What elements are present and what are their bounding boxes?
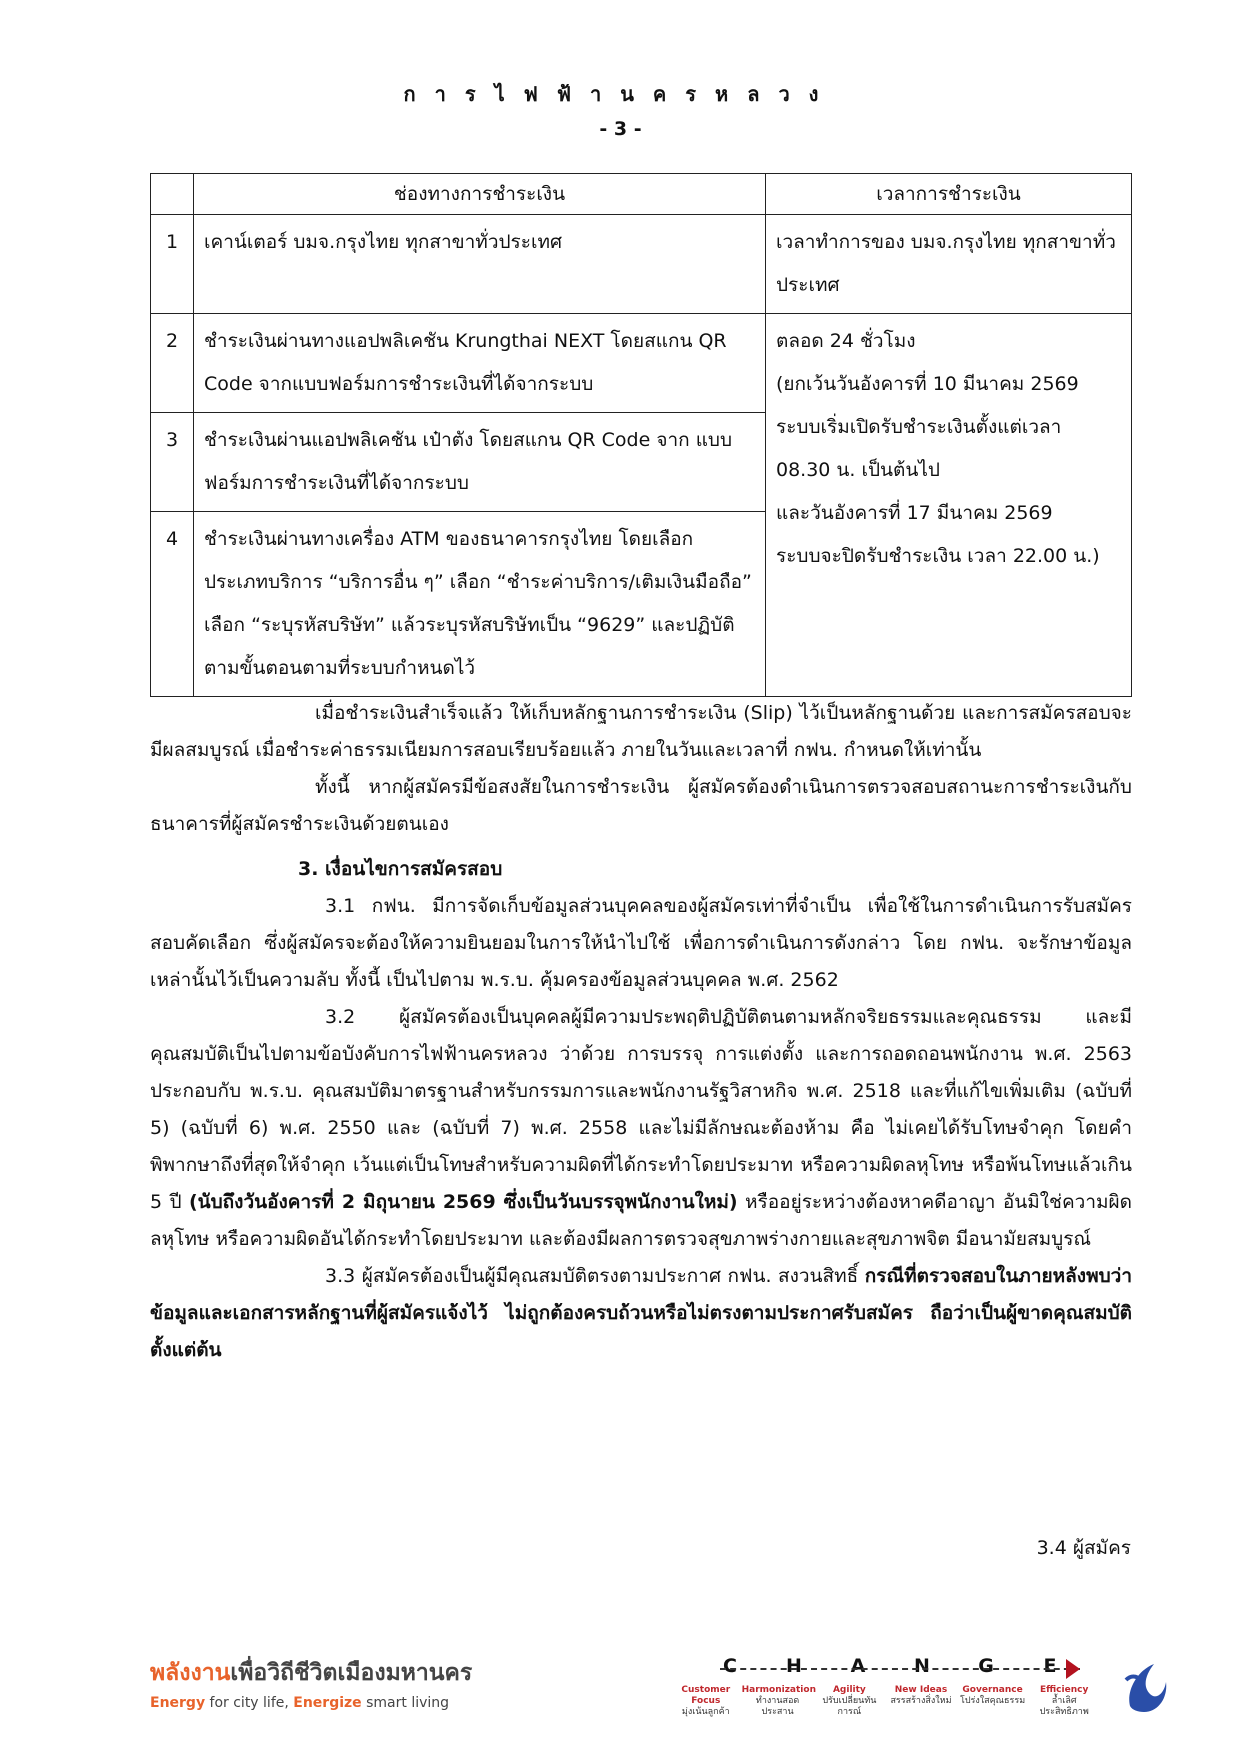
change-letter: E <box>1043 1655 1057 1677</box>
paragraph-3-3-text: 3.3 ผู้สมัครต้องเป็นผู้มีคุณสมบัติตรงตามประกาศ กฟน. สงวนสิทธิ์ <box>325 1265 865 1287</box>
paragraph-3-3-bold: กรณีที่ตรวจสอบในภายหลังพบว่าข้อมูลและเอกสารหลักฐานที่ผู้สมัครแจ้งไว้ ไม่ถูกต้องครบถ้วนหรือไม่ตรงตามประกาศรับสมัคร ถือว่าเป็นผู้ขาดคุณสมบัติตั้งแต่ต้น <box>150 1265 1132 1361</box>
value-th: มุ่งเน้นลูกค้า <box>681 1707 730 1717</box>
paragraph-slip: เมื่อชำระเงินสำเร็จแล้ว ให้เก็บหลักฐานการชำระเงิน (Slip) ไว้เป็นหลักฐานด้วย และการสมัครสอบจะมีผลสมบูรณ์ เมื่อชำระค่าธรรมเนียมการสอบเรียบร้อยแล้ว ภายในวันและเวลาที่ กฟน. กำหนดให้เท่านั้น <box>150 702 1132 761</box>
change-letters <box>670 1655 1070 1677</box>
payment-channels-table <box>150 173 1132 697</box>
column-header-number <box>151 174 194 215</box>
change-letter: A <box>850 1655 866 1677</box>
value-en: Harmonization <box>741 1685 816 1695</box>
value-th: ล้ำเลิศประสิทธิภาพ <box>1039 1696 1089 1717</box>
organization-header: การไฟฟ้านครหลวง <box>403 82 838 106</box>
change-arrow-icon <box>1066 1659 1080 1679</box>
time-line: ตลอด 24 ชั่วโมง <box>776 330 916 352</box>
slogan-en-text-end: smart living <box>361 1695 450 1711</box>
continuation-marker: 3.4 ผู้สมัคร <box>1036 1537 1131 1559</box>
change-value <box>742 1685 814 1718</box>
value-en: Customer Focus <box>681 1685 731 1706</box>
mea-logo-icon <box>1120 1660 1170 1716</box>
change-value <box>814 1685 886 1718</box>
paragraph-inquiry: ทั้งนี้ หากผู้สมัครมีข้อสงสัยในการชำระเงิน ผู้สมัครต้องดำเนินการตรวจสอบสถานะการชำระเงินกับธนาคารที่ผู้สมัครชำระเงินด้วยตนเอง <box>150 776 1132 835</box>
page-number: - 3 - <box>599 118 642 140</box>
column-header-time: เวลาการชำระเงิน <box>766 174 1132 215</box>
slogan-en-energize: Energize <box>293 1695 362 1711</box>
change-dashed-line <box>720 1668 1080 1670</box>
value-th: โปร่งใสคุณธรรม <box>960 1696 1026 1706</box>
paragraph-3-2-bold: (นับถึงวันอังคารที่ 2 มิถุนายน 2569 ซึ่งเป็นวันบรรจุพนักงานใหม่) <box>188 1191 738 1213</box>
row-number: 1 <box>151 215 194 314</box>
payment-channel: ชำระเงินผ่านแอปพลิเคชัน เป๋าตัง โดยสแกน QR Code จาก แบบฟอร์มการชำระเงินที่ได้จากระบบ <box>194 413 766 512</box>
change-value <box>957 1685 1029 1718</box>
payment-channel: เคาน์เตอร์ บมจ.กรุงไทย ทุกสาขาทั่วประเทศ <box>194 215 766 314</box>
change-value <box>885 1685 957 1718</box>
time-line: (ยกเว้นวันอังคารที่ 10 มีนาคม 2569 <box>776 373 1079 395</box>
change-values-banner <box>670 1655 1110 1735</box>
change-value <box>670 1685 742 1718</box>
column-header-channel: ช่องทางการชำระเงิน <box>194 174 766 215</box>
table-row <box>151 215 1132 314</box>
time-line: ระบบเริ่มเปิดรับชำระเงินตั้งแต่เวลา <box>776 416 1062 438</box>
row-number: 4 <box>151 512 194 697</box>
change-letter: H <box>786 1655 802 1677</box>
payment-channel: ชำระเงินผ่านทางแอปพลิเคชัน Krungthai NEXT โดยสแกน QR Code จากแบบฟอร์มการชำระเงินที่ได้จากระบบ <box>194 314 766 413</box>
change-letter: N <box>914 1655 930 1677</box>
value-th: ทำงานสอดประสาน <box>755 1696 800 1717</box>
value-en: New Ideas <box>894 1685 948 1695</box>
value-th: ปรับเปลี่ยนทันการณ์ <box>822 1696 877 1717</box>
body-text <box>150 695 1132 1369</box>
paragraph-3-2-text: 3.2 ผู้สมัครต้องเป็นบุคคลผู้มีความประพฤติปฏิบัติตนตามหลักจริยธรรมและคุณธรรม และมีคุณสมบัติเป็นไปตามข้อบังคับการไฟฟ้านครหลวง ว่าด้วย การบรรจุ การแต่งตั้ง และการถอดถอนพนักงาน พ.ศ. 2563 ประกอบกับ พ.ร.บ. คุณสมบัติมาตรฐานสำหรับกรรมการและพนักงานรัฐวิสาหกิจ พ.ศ. 2518 และที่แก้ไขเพิ่มเติม (ฉบับที่ 5) (ฉบับที่ 6) พ.ศ. 2550 และ (ฉบับที่ 7) พ.ศ. 2558 และไม่มีลักษณะต้องห้าม คือ ไม่เคยได้รับโทษจำคุก โดยคำพิพากษาถึงที่สุดให้จำคุก เว้นแต่เป็นโทษสำหรับความผิดที่ได้กระทำโดยประมาท หรือความผิดลหุโทษ หรือพ้นโทษแล้วเกิน 5 ปี <box>150 1006 1132 1213</box>
footer-slogan <box>150 1655 472 1711</box>
change-value <box>1028 1685 1100 1718</box>
slogan-en-text: for city life, <box>205 1695 294 1711</box>
change-labels <box>670 1685 1100 1718</box>
time-line: ระบบจะปิดรับชำระเงิน เวลา 22.00 น.) <box>776 545 1100 567</box>
row-number: 3 <box>151 413 194 512</box>
value-en: Efficiency <box>1040 1685 1089 1695</box>
slogan-en-energy: Energy <box>150 1695 206 1711</box>
slogan-english <box>150 1695 472 1711</box>
paragraph-3-2 <box>150 999 1132 1258</box>
slogan-thai-accent: พลังงาน <box>150 1660 231 1686</box>
paragraph-3-2-text-end: หรืออยู่ระหว่างต้องหาคดีอาญา อันมิใช่ความผิดลหุโทษ หรือความผิดอันได้กระทำโดยประมาท และต้องมีผลการตรวจสุขภาพร่างกายและสุขภาพจิต มีอนามัยสมบูรณ์ <box>150 1191 1132 1250</box>
table-header-row <box>151 174 1132 215</box>
value-en: Governance <box>962 1685 1023 1695</box>
change-letter: C <box>723 1655 737 1677</box>
payment-time: เวลาทำการของ บมจ.กรุงไทย ทุกสาขาทั่วประเทศ <box>766 215 1132 314</box>
slogan-thai <box>150 1655 472 1691</box>
payment-time-24h <box>766 314 1132 697</box>
time-line: และวันอังคารที่ 17 มีนาคม 2569 <box>776 502 1053 524</box>
paragraph-3-3 <box>150 1258 1132 1369</box>
change-letter: G <box>978 1655 994 1677</box>
section-heading-conditions: 3. เงื่อนไขการสมัครสอบ <box>298 858 503 880</box>
value-en: Agility <box>832 1685 866 1695</box>
table-row <box>151 314 1132 413</box>
value-th: สรรสร้างสิ่งใหม่ <box>890 1696 952 1706</box>
slogan-thai-rest: เพื่อวิถีชีวิตเมืองมหานคร <box>230 1660 473 1686</box>
paragraph-3-1: 3.1 กฟน. มีการจัดเก็บข้อมูลส่วนบุคคลของผู้สมัครเท่าที่จำเป็น เพื่อใช้ในการดำเนินการรับสมัครสอบคัดเลือก ซึ่งผู้สมัครจะต้องให้ความยินยอมในการให้นำไปใช้ เพื่อการดำเนินการดังกล่าว โดย กฟน. จะรักษาข้อมูลเหล่านั้นไว้เป็นความลับ ทั้งนี้ เป็นไปตาม พ.ร.บ. คุ้มครองข้อมูลส่วนบุคคล พ.ศ. 2562 <box>150 895 1132 991</box>
time-line: 08.30 น. เป็นต้นไป <box>776 459 940 481</box>
row-number: 2 <box>151 314 194 413</box>
payment-channel: ชำระเงินผ่านทางเครื่อง ATM ของธนาคารกรุงไทย โดยเลือกประเภทบริการ “บริการอื่น ๆ” เลือก “ชำระค่าบริการ/เติมเงินมือถือ” เลือก “ระบุรหัสบริษัท” แล้วระบุรหัสบริษัทเป็น “9629” และปฏิบัติตามขั้นตอนตามที่ระบบกำหนดไว้ <box>194 512 766 697</box>
